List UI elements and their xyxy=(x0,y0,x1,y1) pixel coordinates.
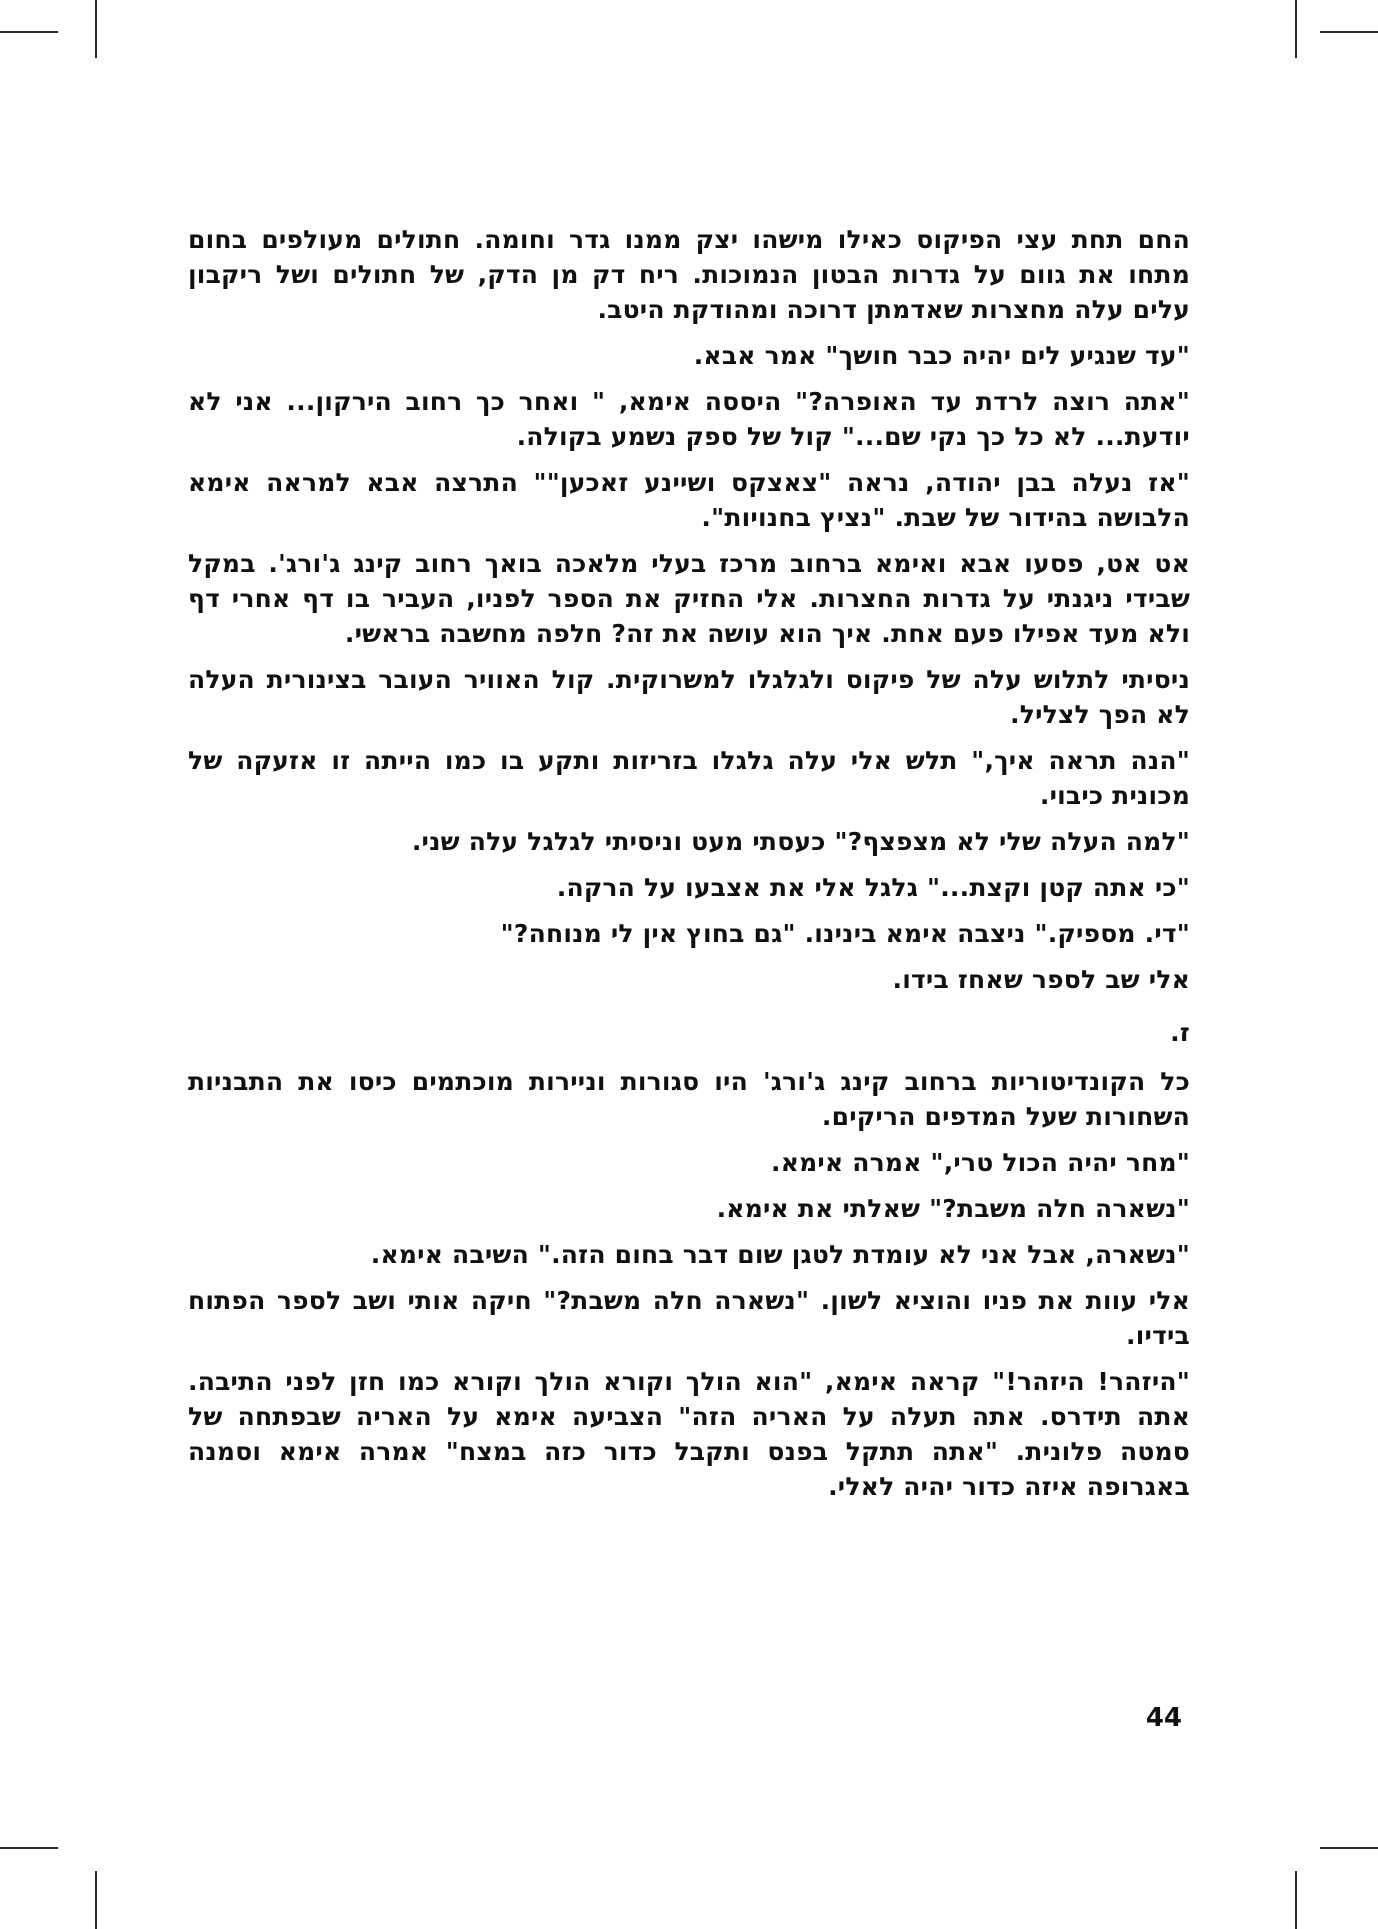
text-block xyxy=(188,222,1190,1515)
paragraph: "נשארה חלה משבת?" שאלתי את אימא. xyxy=(716,1194,1190,1223)
crop-mark-top-left-vertical xyxy=(95,0,97,58)
crop-mark-bottom-left-vertical xyxy=(95,1871,97,1929)
paragraph: ניסיתי לתלוש עלה של פיקוס ולגלגלו למשרוקית. קול האוויר העובר בצינורית העלה לא הפך לצליל. xyxy=(188,665,1190,729)
crop-mark-top-right-vertical xyxy=(1295,0,1297,58)
crop-mark-bottom-right-vertical xyxy=(1295,1871,1297,1929)
paragraph: "עד שנגיע לים יהיה כבר חושך" אמר אבא. xyxy=(693,341,1190,370)
paragraph: "כי אתה קטן וקצת..." גלגל אלי את אצבעו על הרקה. xyxy=(556,873,1190,902)
paragraph: "די. מספיק." ניצבה אימא בינינו. "גם בחוץ אין לי מנוחה?" xyxy=(500,919,1190,948)
paragraph: "אז נעלה בבן יהודה, נראה "צאצקס ושיינע זאכען"" התרצה אבא למראה אימא הלבושה בהידור של שבת. "נציץ בחנויות". xyxy=(188,468,1190,532)
paragraph: אלי עוות את פניו והוציא לשון. "נשארה חלה משבת?" חיקה אותי ושב לספר הפתוח בידיו. xyxy=(188,1286,1190,1350)
paragraph: "אתה רוצה לרדת עד האופרה?" היססה אימא, " ואחר כך רחוב הירקון... אני לא יודעת... לא כל כך נקי שם..." קול של ספק נשמע בקולה. xyxy=(188,387,1190,451)
paragraph: "נשארה, אבל אני לא עומדת לטגן שום דבר בחום הזה." השיבה אימא. xyxy=(370,1240,1190,1269)
section-marker: ז. xyxy=(1170,1018,1190,1047)
page-number: 44 xyxy=(1145,1703,1182,1733)
crop-mark-bottom-left-horizontal xyxy=(0,1847,58,1849)
crop-mark-bottom-right-horizontal xyxy=(1320,1847,1378,1849)
paragraph: "מחר יהיה הכול טרי," אמרה אימא. xyxy=(771,1148,1190,1177)
paragraph: אט אט, פסעו אבא ואימא ברחוב מרכז בעלי מלאכה בואך רחוב קינג ג'ורג'. במקל שבידי ניגנתי על גדרות החצרות. אלי החזיק את הספר לפניו, העביר בו דף אחרי דף ולא מעד אפילו פעם אחת. איך הוא עושה את זה? חלפה מחשבה בראשי. xyxy=(188,549,1190,648)
paragraph: "הנה תראה איך," תלש אלי עלה גלגלו בזריזות ותקע בו כמו הייתה זו אזעקה של מכונית כיבוי. xyxy=(188,746,1190,810)
paragraph: "למה העלה שלי לא מצפצף?" כעסתי מעט וניסיתי לגלגל עלה שני. xyxy=(411,827,1190,856)
paragraph: "היזהר! היזהר!" קראה אימא, "הוא הולך וקורא הולך וקורא כמו חזן לפני התיבה. אתה תידרס. אתה תעלה על האריה הזה" הצביעה אימא על האריה שבפתחה של סמטה פלונית. "אתה תתקל בפנס ותקבל כדור כזה במצח" אמרה אימא וסמנה באגרופה איזה כדור יהיה לאלי. xyxy=(188,1367,1190,1501)
paragraph: אלי שב לספר שאחז בידו. xyxy=(892,965,1190,994)
crop-mark-top-right-horizontal xyxy=(1320,31,1378,33)
paragraph: כל הקונדיטוריות ברחוב קינג ג'ורג' היו סגורות וניירות מוכתמים כיסו את התבניות השחורות שעל המדפים הריקים. xyxy=(188,1067,1190,1131)
crop-mark-top-left-horizontal xyxy=(0,31,58,33)
paragraph: החם תחת עצי הפיקוס כאילו מישהו יצק ממנו גדר וחומה. חתולים מעולפים בחום מתחו את גוום על גדרות הבטון הנמוכות. ריח דק מן הדק, של חתולים ושל ריקבון עלים עלה מחצרות שאדמתן דרוכה ומהודקת היטב. xyxy=(188,225,1190,324)
